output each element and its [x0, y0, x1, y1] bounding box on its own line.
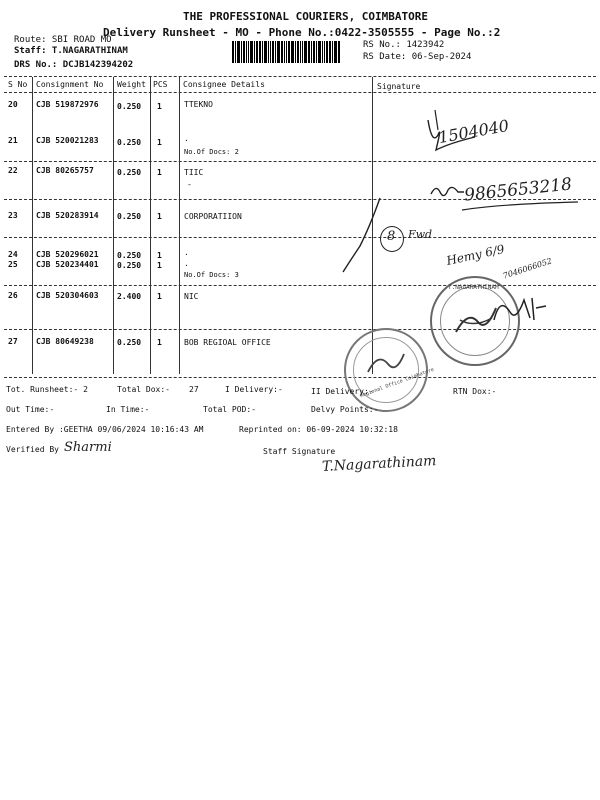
staff-signature: T.Nagarathinam	[321, 453, 437, 475]
row-consignee: BOB REGIOAL OFFICE	[184, 338, 271, 347]
row-consignment: CJB 80265757	[36, 166, 94, 175]
row-sno: 20	[8, 100, 18, 109]
col-header-signature: Signature	[377, 82, 421, 91]
total-pod: Total POD:-	[203, 405, 256, 414]
reprinted-on: Reprinted on: 06-09-2024 10:32:18	[239, 425, 398, 434]
row-consignee: NIC	[184, 292, 199, 301]
verified-by-signature: Sharmi	[64, 440, 112, 455]
signature-row24-name: Hemy 6/9	[445, 242, 506, 268]
col-header-sno: S No	[8, 80, 28, 89]
row-consignee: TIIC	[184, 168, 204, 177]
in-time: In Time:-	[106, 405, 150, 414]
row-pcs: 1	[157, 338, 162, 347]
row-weight: 0.250	[117, 251, 142, 260]
row-pcs: 1	[157, 261, 162, 270]
signature-row24-phone: 7046066052	[501, 256, 554, 281]
col-header-consignment: Consignment No	[36, 80, 104, 89]
row-consignment: CJB 80649238	[36, 337, 94, 346]
row-consignee: .	[184, 248, 189, 257]
row-weight: 0.250	[117, 261, 142, 270]
signature-row23-text: 8	[387, 229, 396, 244]
signature-row26	[490, 290, 550, 326]
row-pcs: 1	[157, 251, 162, 260]
col-header-consignee: Consignee Details	[183, 80, 265, 89]
row-consignment: CJB 520234401	[36, 260, 99, 269]
row-pcs: 1	[157, 102, 162, 111]
row-sno: 27	[8, 337, 18, 346]
col-header-pcs: PCS	[153, 80, 168, 89]
row-sno: 23	[8, 211, 18, 220]
entered-by: Entered By :GEETHA 09/06/2024 10:16:43 AM	[6, 425, 204, 434]
ii-delivery: II Delivery:-	[311, 387, 374, 396]
tot-runsheet: Tot. Runsheet:- 2	[6, 385, 88, 394]
regional-stamp-text: Regional Office Coimbatore	[359, 366, 435, 400]
row-docs-note: No.Of Docs: 3	[184, 271, 239, 279]
table-bottom-rule	[4, 377, 596, 378]
drs-number: DRS No.: DCJB142394202	[14, 60, 134, 70]
row-weight: 0.250	[117, 102, 142, 111]
rs-date: RS Date: 06-Sep-2024	[363, 52, 472, 62]
row-consignee: CORPORATIION	[184, 212, 242, 221]
signature-long-stroke	[340, 196, 385, 276]
barcode	[232, 41, 358, 63]
row-weight: 0.250	[117, 212, 142, 221]
row-weight: 0.250	[117, 168, 142, 177]
regional-stamp	[344, 328, 435, 412]
row-sno: 21	[8, 136, 18, 145]
signature-row22-underline	[460, 200, 580, 214]
signature-row22-text: 9865653218	[463, 174, 573, 206]
row-pcs: 1	[157, 138, 162, 147]
row-rule	[4, 285, 596, 286]
signature-row22-mark	[428, 180, 468, 202]
row-weight: 2.400	[117, 292, 142, 301]
row-sno: 26	[8, 291, 18, 300]
col-header-weight: Weight	[117, 80, 146, 89]
runsheet-heading: Delivery Runsheet - MO - Phone No.:0422-3505555 - Page No.:2	[103, 26, 501, 39]
row-weight: 0.250	[117, 138, 142, 147]
row-sno: 25	[8, 260, 18, 269]
row-pcs: 1	[157, 168, 162, 177]
delvy-points: Delvy Points:-	[311, 405, 379, 414]
row-consignment: CJB 520021283	[36, 136, 99, 145]
row-docs-note: No.Of Docs: 2	[184, 148, 239, 156]
row-consignment: CJB 519872976	[36, 100, 99, 109]
signature-row24-fwd: Fwd	[408, 228, 433, 241]
verified-by-label: Verified By	[6, 445, 59, 454]
row-consignment: CJB 520283914	[36, 211, 99, 220]
total-dox-value: 27	[189, 385, 199, 394]
table-top-rule	[4, 76, 596, 77]
row-weight: 0.250	[117, 338, 142, 347]
row-sno: 24	[8, 250, 18, 259]
row-rule	[4, 237, 596, 238]
staff-signature-label: Staff Signature	[263, 447, 336, 456]
row-consignee: .	[184, 134, 189, 143]
table-header-rule	[4, 92, 596, 93]
total-dox-label: Total Dox:-	[117, 385, 170, 394]
company-title: THE PROFESSIONAL COURIERS, COIMBATORE	[183, 10, 429, 23]
signature-row20-text: 1504040	[436, 115, 511, 148]
row-mark: -	[187, 180, 192, 189]
rs-number: RS No.: 1423942	[363, 40, 445, 50]
route-label: Route: SBI ROAD MO	[14, 35, 112, 45]
company-stamp-text: T.NAGARATHINAM	[448, 284, 499, 291]
row-pcs: 1	[157, 292, 162, 301]
staff-label: Staff: T.NAGARATHINAM	[14, 46, 128, 56]
row-consignee: TTEKNO	[184, 100, 213, 109]
row-pcs: 1	[157, 212, 162, 221]
row-consignee: .	[184, 259, 189, 268]
out-time: Out Time:-	[6, 405, 55, 414]
row-consignment: CJB 520296021	[36, 250, 99, 259]
row-consignment: CJB 520304603	[36, 291, 99, 300]
row-sno: 22	[8, 166, 18, 175]
rtn-dox: RTN Dox:-	[453, 387, 497, 396]
i-delivery: I Delivery:-	[225, 385, 283, 394]
